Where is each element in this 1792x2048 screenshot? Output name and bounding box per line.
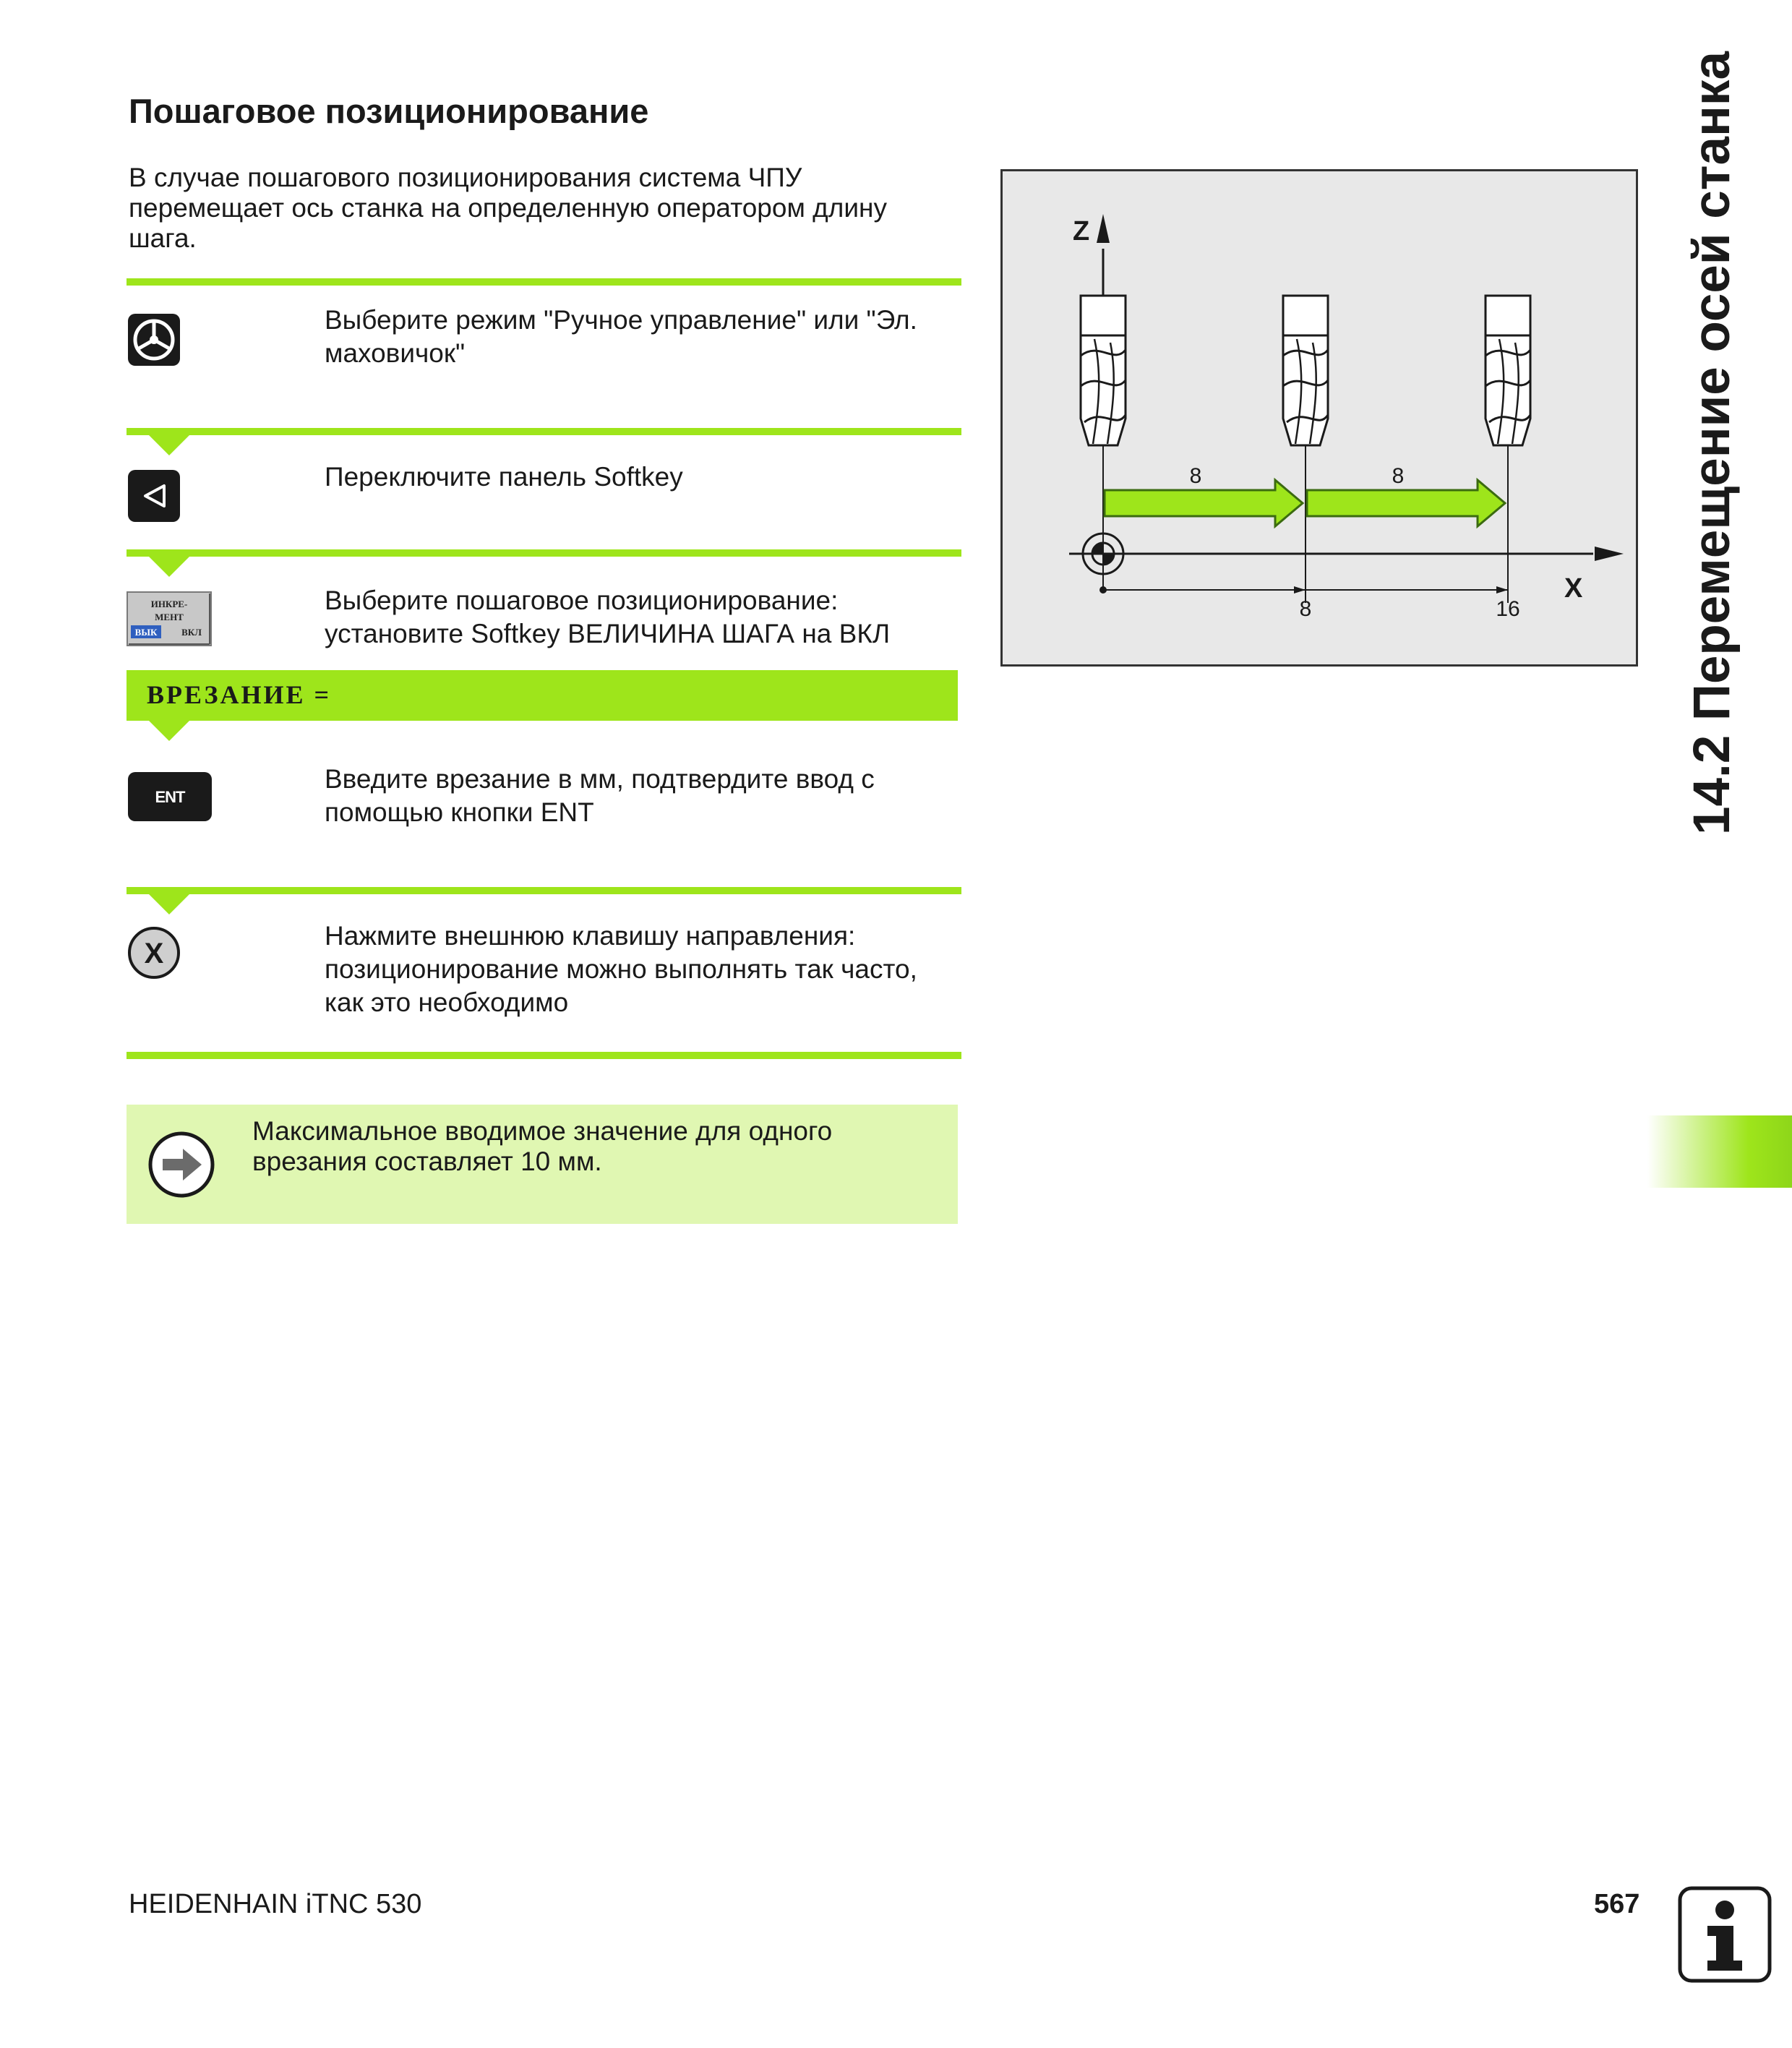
step-divider bbox=[127, 278, 961, 286]
note-box bbox=[127, 1105, 958, 1224]
dimension-label-2: 16 bbox=[1496, 597, 1520, 621]
end-mill-tool-1 bbox=[1081, 296, 1126, 445]
info-icon bbox=[1677, 1885, 1772, 1984]
step-divider bbox=[127, 428, 961, 435]
page-title: Пошаговое позиционирование bbox=[129, 92, 649, 130]
softkey-label-line1: ИНКРЕ- bbox=[150, 599, 188, 609]
note-text: Максимальное вводимое значение для одного врезания составляет 10 мм. bbox=[252, 1116, 833, 1176]
x-axis-key-icon bbox=[127, 925, 181, 980]
x-axis-label: X bbox=[1564, 573, 1583, 604]
step-5-text: Нажмите внешнюю клавишу направления: позиционирование можно выполнять так часто, как это необходимо bbox=[325, 921, 917, 1017]
divider-notch bbox=[149, 721, 189, 741]
dialog-prompt-bar bbox=[127, 670, 958, 721]
step-arrow-label-2: 8 bbox=[1392, 464, 1405, 488]
end-mill-tool-3 bbox=[1486, 296, 1530, 445]
intro-paragraph: В случае пошагового позиционирования система ЧПУ перемещает ось станка на определенную оператором длину шага. bbox=[129, 163, 887, 253]
x-key-label: X bbox=[144, 938, 164, 969]
softkey-label-line2: МЕНТ bbox=[155, 612, 184, 622]
step-1-text: Выберите режим "Ручное управление" или "Эл. маховичок" bbox=[325, 305, 917, 368]
ent-key-label: ENT bbox=[155, 788, 185, 806]
step-divider bbox=[127, 1052, 961, 1059]
step-divider bbox=[127, 887, 961, 894]
dimension-label-1: 8 bbox=[1299, 597, 1312, 621]
ent-key-icon bbox=[127, 771, 213, 823]
steering-wheel-key-icon bbox=[127, 312, 181, 367]
softkey-off-label: ВЫК bbox=[134, 627, 158, 638]
page-number: 567 bbox=[1594, 1889, 1640, 1919]
dialog-prompt-text: ВРЕЗАНИЕ = bbox=[147, 680, 331, 709]
z-axis-label: Z bbox=[1073, 216, 1090, 247]
step-3-text: Выберите пошаговое позиционирование: установите Softkey ВЕЛИЧИНА ШАГА на ВКЛ bbox=[325, 586, 891, 648]
section-side-title: 14.2 Перемещение осей станка bbox=[1684, 51, 1741, 835]
step-2-text: Переключите панель Softkey bbox=[325, 462, 683, 492]
divider-notch bbox=[149, 435, 189, 455]
softkey-on-label: ВКЛ bbox=[181, 627, 202, 638]
divider-notch bbox=[149, 894, 189, 914]
arrow-right-icon bbox=[147, 1130, 216, 1199]
chapter-tab-marker bbox=[1647, 1115, 1792, 1188]
end-mill-tool-2 bbox=[1283, 296, 1328, 445]
footer-product: HEIDENHAIN iTNC 530 bbox=[129, 1889, 422, 1919]
divider-notch bbox=[149, 557, 189, 577]
softkey-row-switch-icon bbox=[127, 468, 181, 523]
incremental-positioning-diagram bbox=[1000, 169, 1638, 667]
increment-softkey-icon bbox=[127, 591, 212, 646]
step-divider bbox=[127, 549, 961, 557]
step-4-text: Введите врезание в мм, подтвердите ввод с помощью кнопки ENT bbox=[325, 764, 875, 827]
step-arrow-label-1: 8 bbox=[1189, 464, 1202, 488]
